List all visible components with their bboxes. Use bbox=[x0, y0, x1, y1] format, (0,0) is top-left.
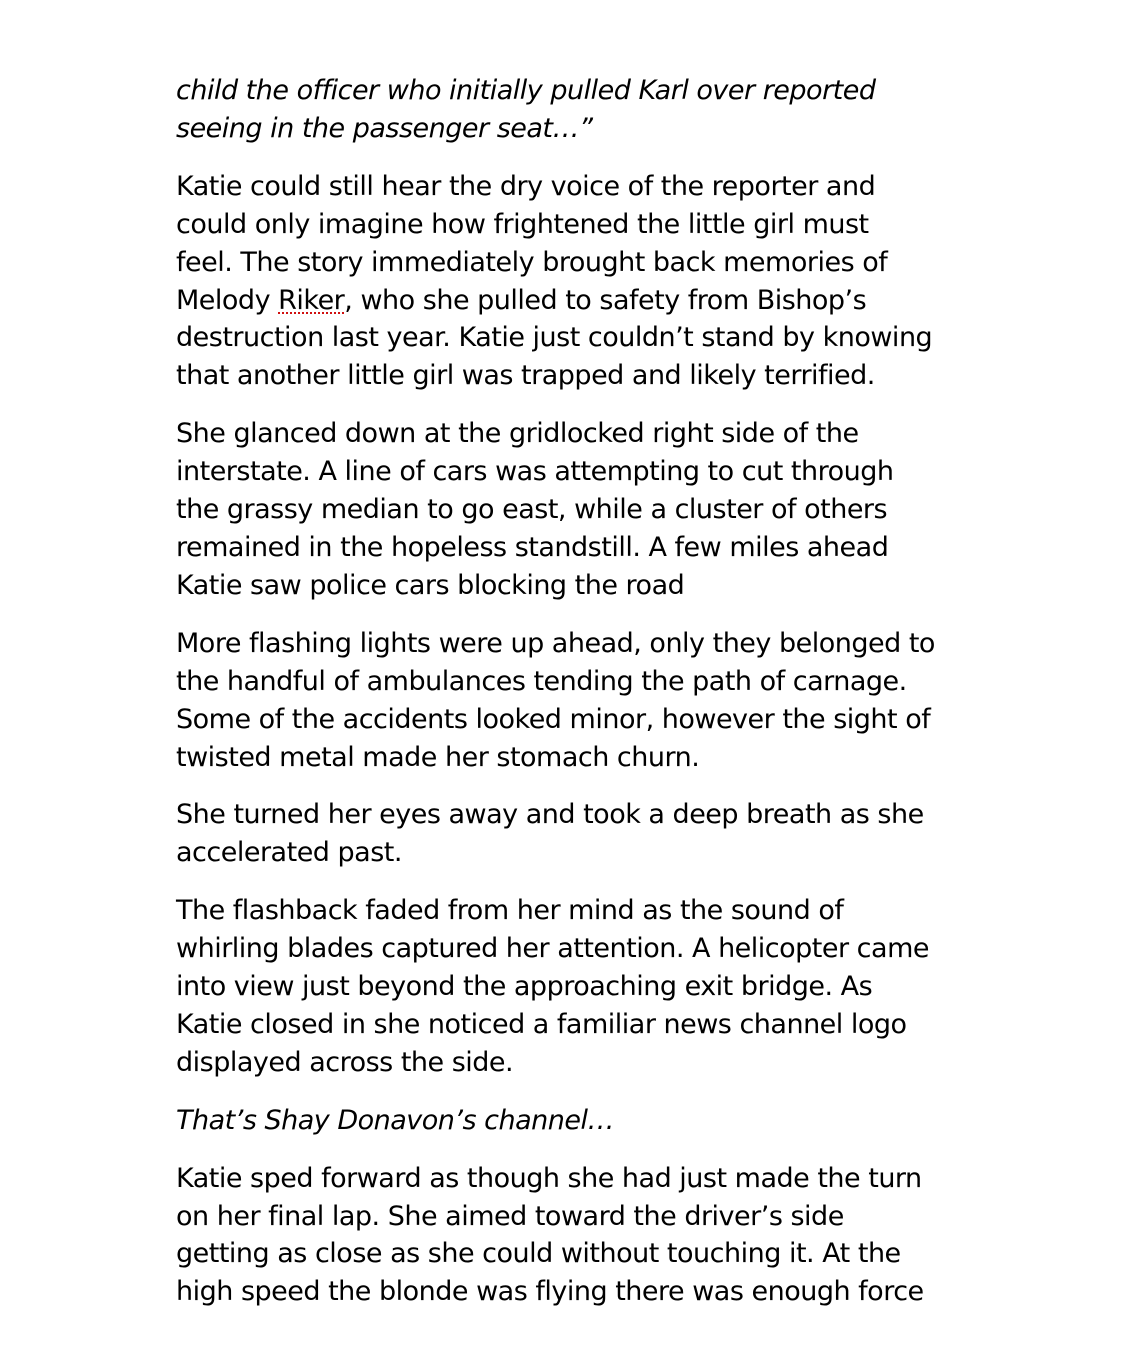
paragraph-8 bbox=[176, 1160, 976, 1312]
paragraph-4 bbox=[176, 625, 976, 777]
text-line: She glanced down at the gridlocked right side of the bbox=[176, 418, 859, 450]
text-line: that another little girl was trapped and likely terrified. bbox=[176, 360, 875, 392]
text-line: on her final lap. She aimed toward the driver’s side bbox=[176, 1200, 844, 1232]
paragraph-5 bbox=[176, 796, 976, 872]
text-line: displayed across the side. bbox=[176, 1046, 514, 1078]
text-line: That’s Shay Donavon’s channel… bbox=[176, 1104, 614, 1136]
text-line: whirling blades captured her attention. A helicopter came bbox=[176, 933, 929, 965]
text-line: remained in the hopeless standstill. A few miles ahead bbox=[176, 531, 889, 563]
text-line: The flashback faded from her mind as the sound of bbox=[176, 895, 844, 927]
text-line: accelerated past. bbox=[176, 837, 402, 869]
text-line: twisted metal made her stomach churn. bbox=[176, 741, 700, 773]
text-fragment: Melody bbox=[176, 284, 279, 316]
text-line: the handful of ambulances tending the path of carnage. bbox=[176, 665, 907, 697]
text-line: high speed the blonde was flying there was enough force bbox=[176, 1276, 924, 1308]
paragraph-2 bbox=[176, 168, 976, 395]
text-line: destruction last year. Katie just couldn’t stand by knowing bbox=[176, 322, 933, 354]
document-page bbox=[176, 72, 976, 1331]
text-line: More flashing lights were up ahead, only they belonged to bbox=[176, 627, 935, 659]
text-line: Some of the accidents looked minor, however the sight of bbox=[176, 703, 931, 735]
text-line: interstate. A line of cars was attempting to cut through bbox=[176, 456, 894, 488]
text-line: Katie could still hear the dry voice of the reporter and bbox=[176, 170, 876, 202]
paragraph-3 bbox=[176, 415, 976, 605]
paragraph-1 bbox=[176, 72, 976, 148]
text-line: seeing in the passenger seat…” bbox=[176, 112, 593, 144]
text-fragment: , who she pulled to safety from Bishop’s bbox=[344, 284, 867, 316]
text-line: Katie saw police cars blocking the road bbox=[176, 569, 685, 601]
spellcheck-flagged-word[interactable]: Riker bbox=[278, 284, 345, 316]
text-line: getting as close as she could without touching it. At the bbox=[176, 1238, 901, 1270]
text-line: the grassy median to go east, while a cluster of others bbox=[176, 494, 888, 526]
text-line: feel. The story immediately brought back memories of bbox=[176, 246, 888, 278]
text-line: child the officer who initially pulled Karl over reported bbox=[176, 75, 876, 106]
text-line: could only imagine how frightened the little girl must bbox=[176, 208, 869, 240]
text-line: Katie closed in she noticed a familiar news channel logo bbox=[176, 1008, 907, 1040]
text-line bbox=[176, 282, 976, 320]
paragraph-6 bbox=[176, 892, 976, 1082]
text-line: Katie sped forward as though she had just made the turn bbox=[176, 1162, 922, 1194]
text-line: She turned her eyes away and took a deep breath as she bbox=[176, 799, 924, 831]
paragraph-7 bbox=[176, 1102, 976, 1140]
text-line: into view just beyond the approaching exit bridge. As bbox=[176, 971, 873, 1003]
